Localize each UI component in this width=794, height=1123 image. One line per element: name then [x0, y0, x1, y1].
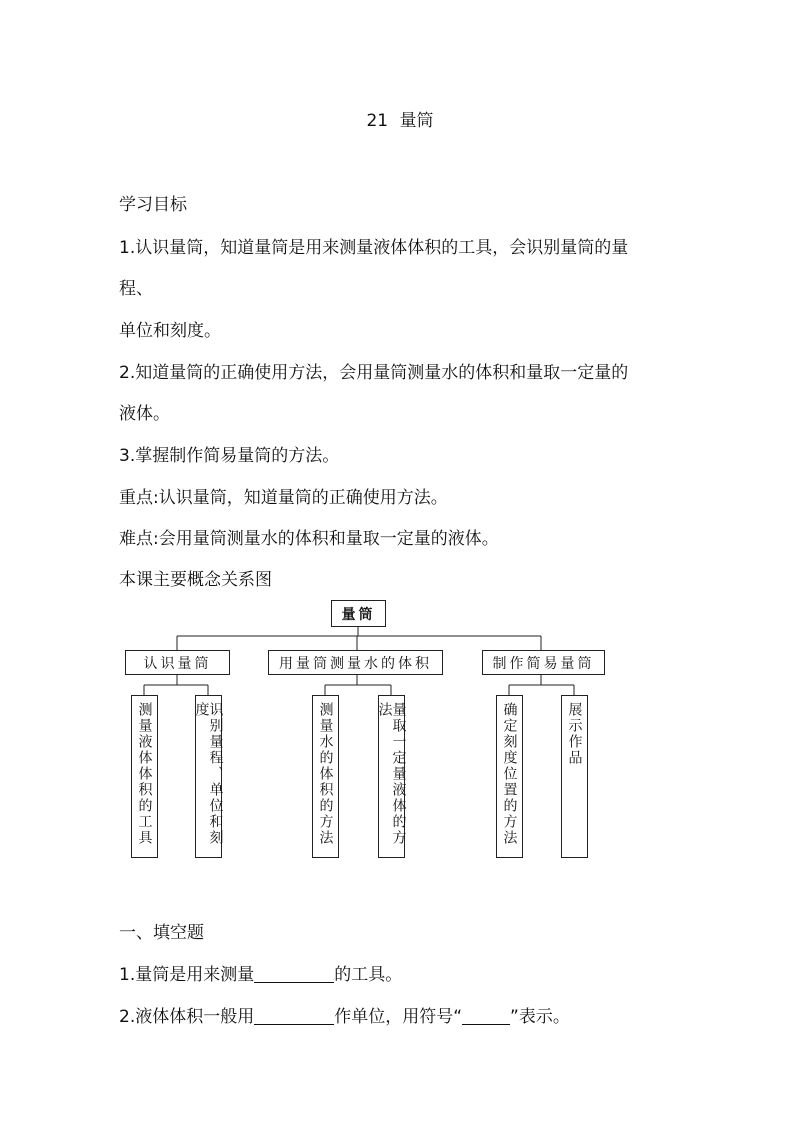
concept-leaf-3-1: 确定刻度位置的方法 — [496, 695, 523, 858]
key-point: 重点:认识量筒，知道量筒的正确使用方法。 — [119, 488, 448, 508]
objective-1-line-3: 单位和刻度。 — [119, 321, 221, 341]
question-1 — [119, 960, 402, 985]
question-2 — [119, 1002, 570, 1027]
concept-leaf-1-2: 识别量程、单位和刻度 — [195, 695, 222, 858]
question-2-blank-unit[interactable] — [254, 1006, 334, 1025]
concept-map-heading: 本课主要概念关系图 — [119, 570, 272, 590]
question-2-suffix: ”表示。 — [510, 1007, 570, 1027]
concept-root-box: 量筒 — [331, 600, 386, 627]
objectives-heading: 学习目标 — [119, 195, 187, 215]
difficulty-point: 难点:会用量筒测量水的体积和量取一定量的液体。 — [119, 529, 499, 549]
concept-branch-3: 制作简易量筒 — [482, 650, 605, 675]
question-1-blank[interactable] — [254, 964, 334, 983]
concept-leaf-2-1: 测量水的体积的方法 — [312, 695, 339, 858]
question-2-middle: 作单位，用符号“ — [334, 1007, 463, 1027]
objective-2-line-2: 液体。 — [119, 404, 170, 424]
concept-branch-1: 认识量筒 — [125, 650, 230, 675]
title-number: 21 — [366, 111, 389, 131]
objective-3: 3.掌握制作简易量筒的方法。 — [119, 446, 340, 466]
concept-leaf-1-1: 测量液体体积的工具 — [131, 695, 158, 858]
question-2-blank-symbol[interactable] — [462, 1006, 510, 1025]
title-text: 量筒 — [399, 111, 434, 131]
objective-1-line-1: 1.认识量筒，知道量筒是用来测量液体体积的工具，会识别量筒的量 — [119, 238, 629, 258]
concept-leaf-2-2: 量取一定量液体的方法 — [378, 695, 405, 858]
question-1-suffix: 的工具。 — [334, 965, 403, 985]
question-2-prefix: 2.液体体积一般用 — [119, 1007, 255, 1027]
page-title — [0, 106, 794, 131]
objective-1-line-2: 程、 — [119, 279, 153, 299]
concept-branch-2: 用量筒测量水的体积 — [268, 650, 443, 675]
exercise-heading: 一、填空题 — [119, 923, 204, 943]
question-1-prefix: 1.量筒是用来测量 — [119, 965, 255, 985]
concept-leaf-3-2: 展示作品 — [561, 695, 588, 858]
objective-2-line-1: 2.知道量筒的正确使用方法，会用量筒测量水的体积和量取一定量的 — [119, 363, 629, 383]
